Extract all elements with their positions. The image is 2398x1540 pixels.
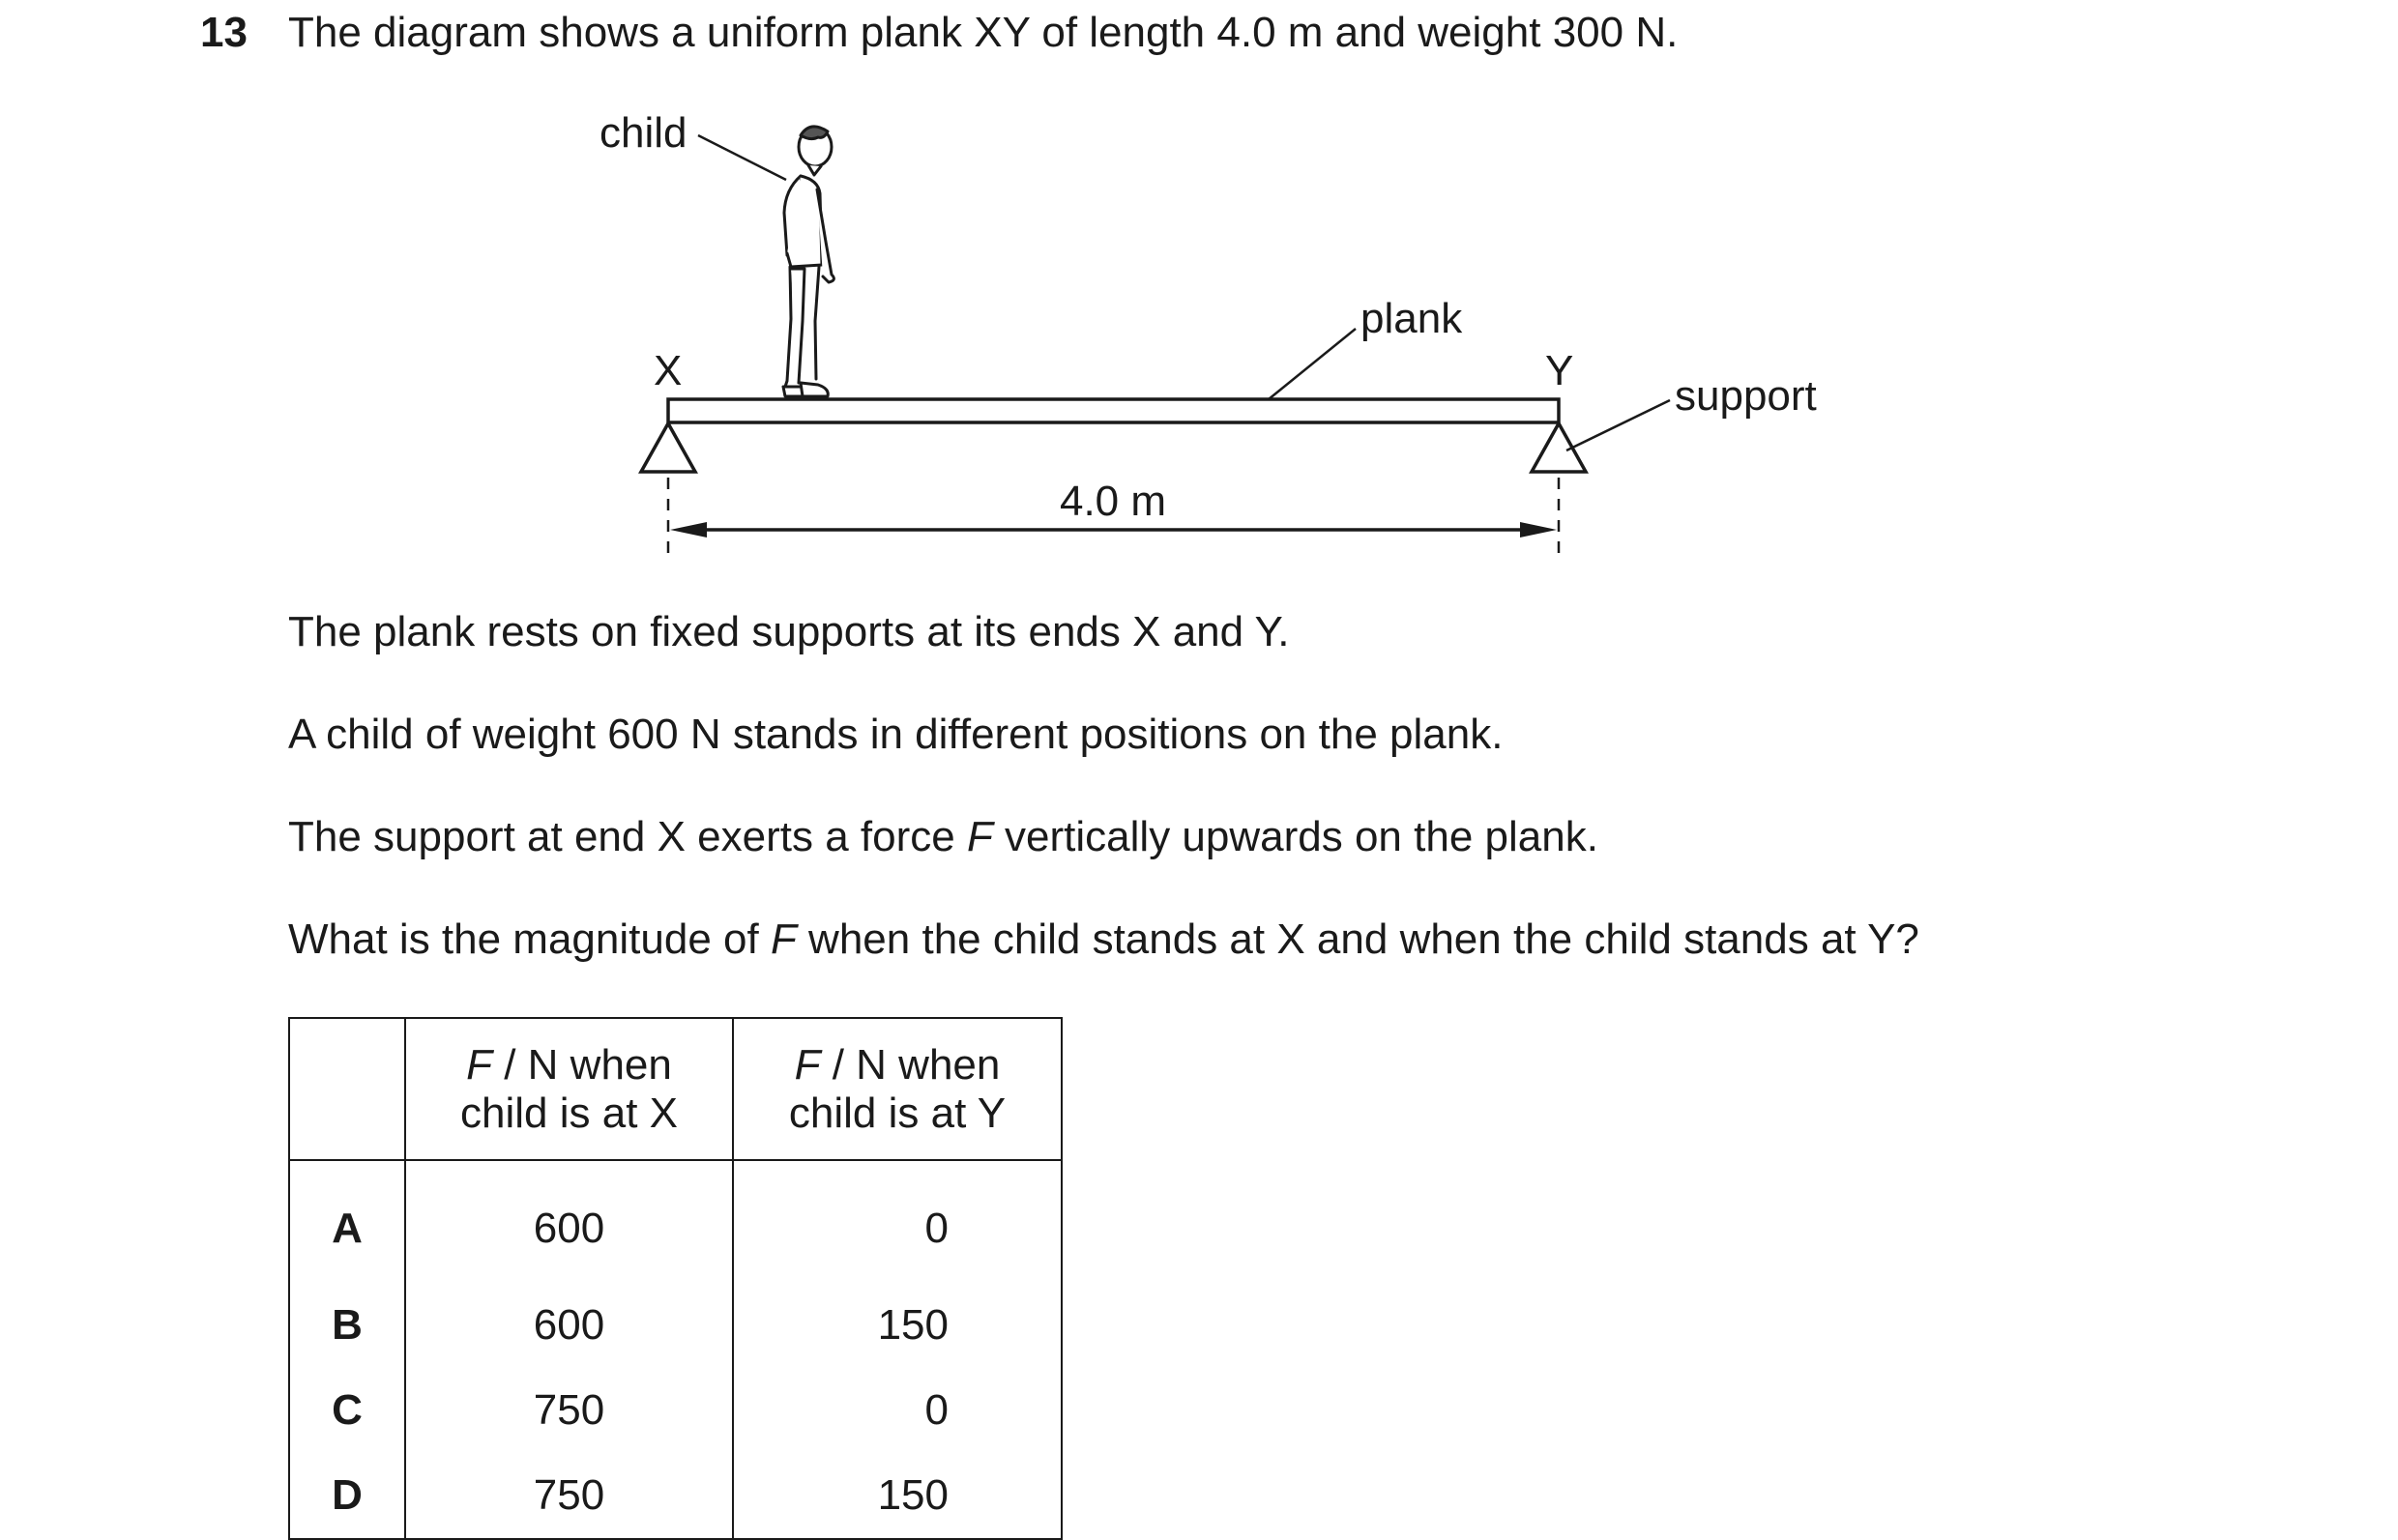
header-y-line1 [734,1041,1061,1090]
paragraph-4-end: when the child stands at X and when the child stands at Y? [796,915,1919,963]
answer-table [288,1017,1063,1540]
length-label: 4.0 m [1059,478,1167,525]
force-symbol: F [770,915,797,963]
end-x-label: X [654,347,683,394]
child-figure [783,127,833,396]
header-x-unit: / N when [492,1040,672,1089]
question-paragraph-4 [288,915,1919,965]
header-x-variable: F [466,1040,492,1089]
support-label: support [1675,372,1817,420]
force-at-x-value: 600 [405,1283,733,1368]
option-letter: D [289,1453,405,1539]
header-y-variable: F [794,1040,821,1089]
force-at-y-value: 150 [733,1283,1062,1368]
table-row [289,1283,1062,1368]
question-paragraph-3 [288,812,1598,862]
arrowhead-left [670,522,707,538]
question-intro: The diagram shows a uniform plank XY of length 4.0 m and weight 300 N. [288,9,1679,56]
header-force-at-x [405,1018,733,1160]
paragraph-3-end: vertically upwards on the plank. [992,813,1598,860]
plank-diagram [0,0,2398,599]
table-row [289,1160,1062,1283]
question-paragraph-2: A child of weight 600 N stands in different positions on the plank. [288,711,1504,758]
force-at-x-value: 750 [405,1453,733,1539]
arrowhead-right [1520,522,1557,538]
end-y-label: Y [1545,347,1574,394]
option-letter: A [289,1160,405,1283]
support-leader-line [1566,400,1670,450]
header-blank-cell [289,1018,405,1160]
table-row [289,1368,1062,1453]
table-header-row [289,1018,1062,1160]
force-symbol: F [966,813,993,860]
child-label: child [600,109,687,157]
header-y-unit: / N when [820,1040,1001,1089]
option-letter: B [289,1283,405,1368]
paragraph-3-start: The support at end X exerts a force [288,813,967,860]
force-at-y-value: 150 [733,1453,1062,1539]
header-y-line2: child is at Y [788,1089,1007,1137]
force-at-y-value: 0 [733,1160,1062,1283]
header-force-at-y [733,1018,1062,1160]
question-paragraph-1: The plank rests on fixed supports at its ends X and Y. [288,608,1290,655]
paragraph-4-start: What is the magnitude of [288,915,771,963]
question-number: 13 [200,9,248,56]
option-letter: C [289,1368,405,1453]
plank-label: plank [1360,295,1463,342]
force-at-x-value: 600 [405,1160,733,1283]
plank-leader-line [1269,329,1356,399]
support-y-triangle [1532,423,1586,472]
support-x-triangle [641,423,695,472]
plank [668,399,1559,422]
force-at-y-value: 0 [733,1368,1062,1453]
header-x-line1 [406,1041,732,1090]
child-leader-line [698,135,786,180]
header-x-line2: child is at X [460,1089,678,1137]
force-at-x-value: 750 [405,1368,733,1453]
